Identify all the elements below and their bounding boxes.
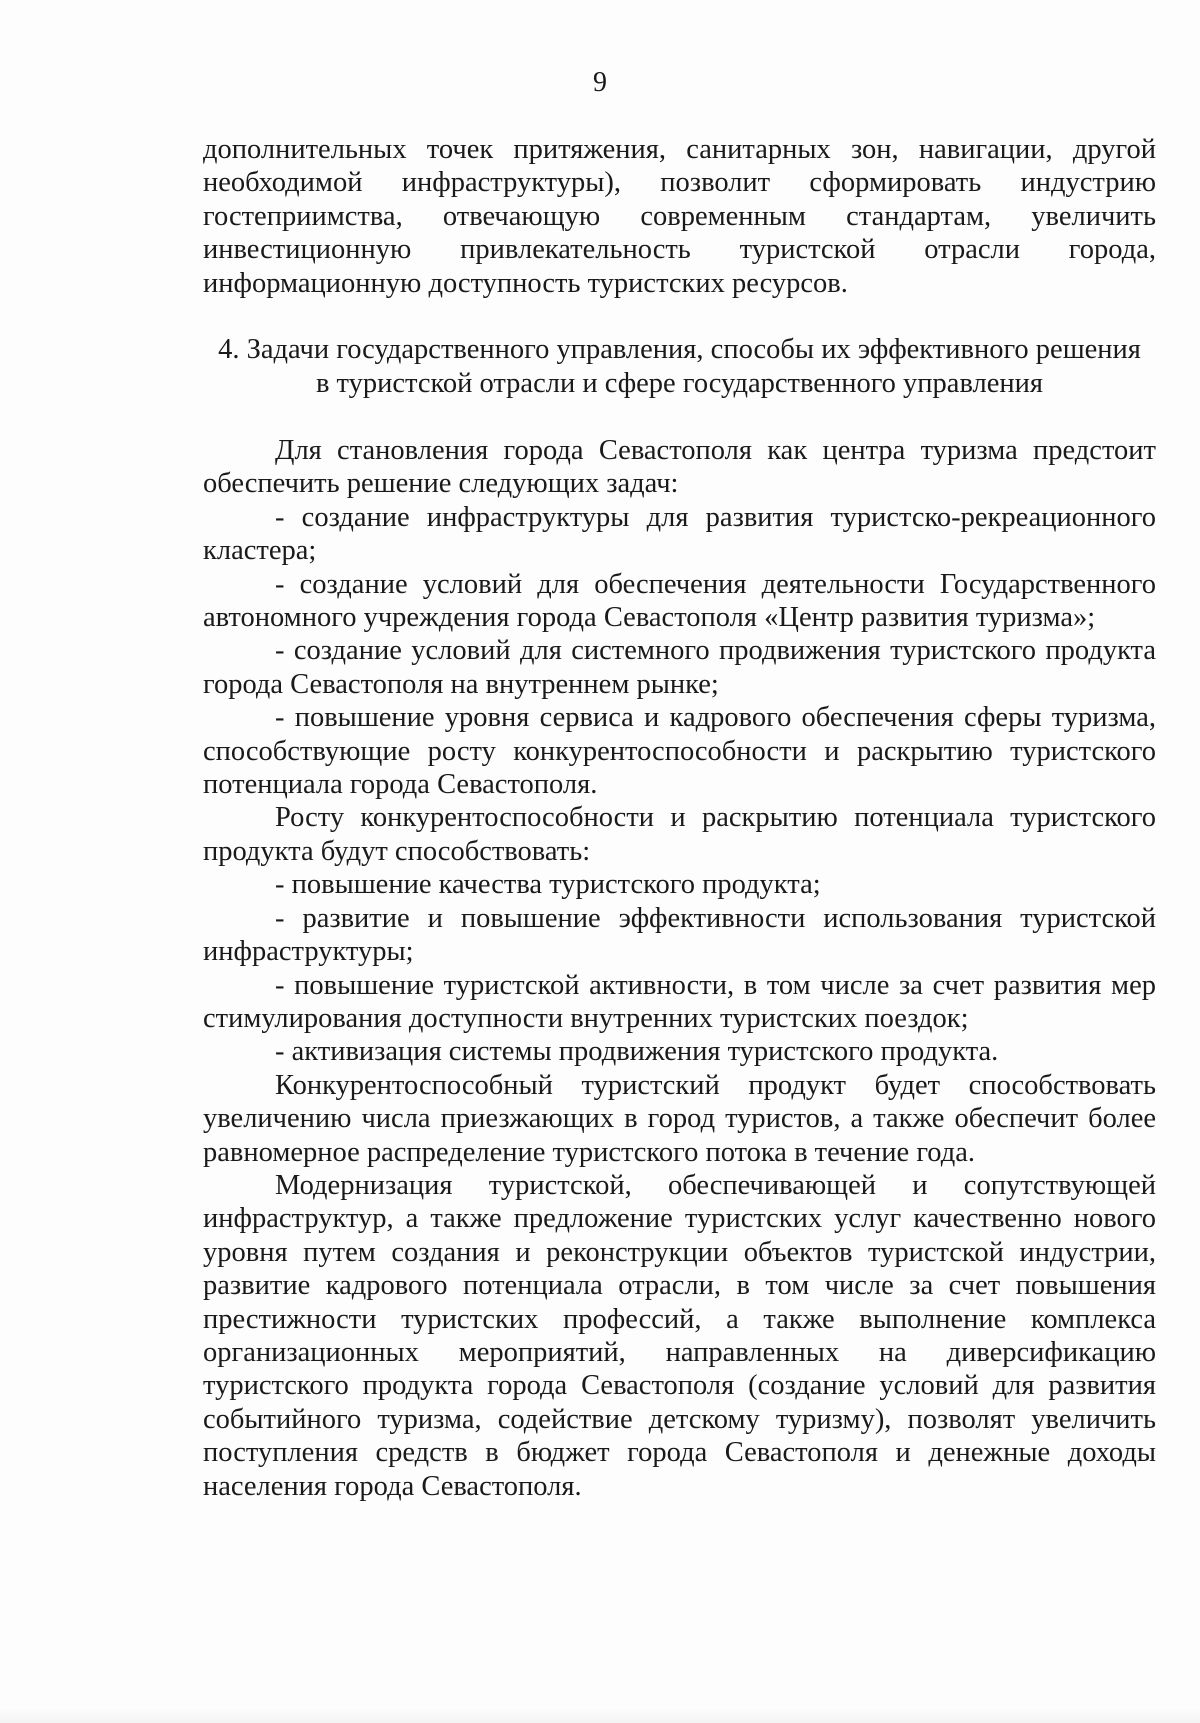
section-heading-line-2: в туристской отрасли и сфере государственного управления <box>315 368 1044 399</box>
page-number: 9 <box>593 67 607 98</box>
paragraph: Росту конкурентоспособности и раскрытию потенциала туристского продукта будут способствовать: <box>203 802 1156 867</box>
section-heading-line-1: 4. Задачи государственного управления, способы их эффективного решения <box>218 334 1141 365</box>
list-item: - создание условий для обеспечения деятельности Государственного автономного учреждения города Севастополя «Центр развития туризма»; <box>203 568 1156 634</box>
paragraph-block-main <box>203 434 1156 1503</box>
list-item: - развитие и повышение эффективности использования туристской инфраструктуры; <box>203 902 1156 968</box>
scan-edge-shadow <box>0 1709 1200 1723</box>
list-item: - повышение уровня сервиса и кадрового обеспечения сферы туризма, способствующие росту конкурентоспособности и раскрытию туристского потенциала города Севастополя. <box>203 702 1156 801</box>
section-heading <box>203 333 1156 401</box>
paragraph: Конкурентоспособный туристский продукт будет способствовать увеличению числа приезжающих в город туристов, а также обеспечит более равномерное распределение туристского потока в течение года. <box>203 1069 1156 1168</box>
paragraph-block-intro <box>203 133 1156 300</box>
paragraph: дополнительных точек притяжения, санитарных зон, навигации, другой необходимой инфраструктуры), позволит сформировать индустрию гостеприимства, отвечающую современным стандартам, увеличить инвестиционную привлекательность туристской отрасли города, информационную доступность туристских ресурсов. <box>203 134 1156 299</box>
list-item: - создание инфраструктуры для развития туристско-рекреационного кластера; <box>203 501 1156 567</box>
list-item: - активизация системы продвижения туристского продукта. <box>275 1036 999 1068</box>
list-item: - создание условий для системного продвижения туристского продукта города Севастополя на внутреннем рынке; <box>203 635 1156 700</box>
list-item: - повышение качества туристского продукта; <box>275 869 821 901</box>
paragraph: Модернизация туристской, обеспечивающей и сопутствующей инфраструктур, а также предложение туристских услуг качественно нового уровня путем создания и реконструкции объектов туристской индустрии, развитие кадрового потенциала отрасли, в том числе за счет повышения престижности туристских профессий, а также выполнение комплекса организационных мероприятий, направленных на диверсификацию туристского продукта города Севастополя (создание условий для развития событийного туризма, содействие детскому туризму), позволят увеличить поступления средств в бюджет города Севастополя и денежные доходы населения города Севастополя. <box>203 1169 1156 1502</box>
paragraph: Для становления города Севастополя как центра туризма предстоит обеспечить решение следующих задач: <box>203 435 1156 500</box>
list-item: - повышение туристской активности, в том числе за счет развития мер стимулирования доступности внутренних туристских поездок; <box>203 969 1156 1034</box>
